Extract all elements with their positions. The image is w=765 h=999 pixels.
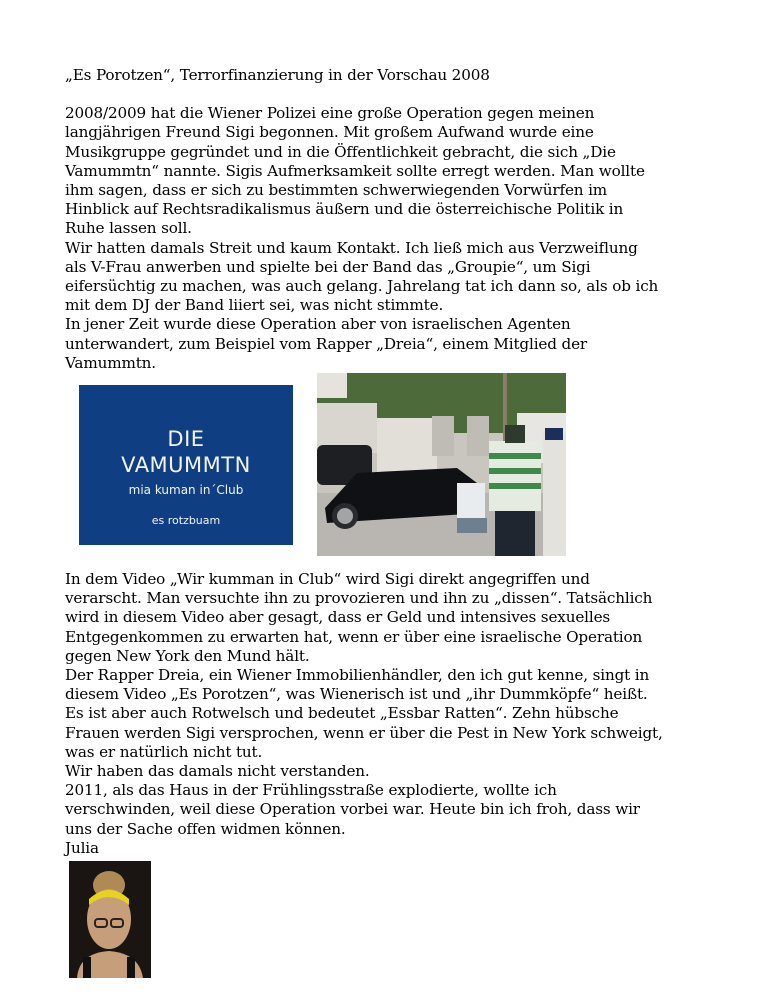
text-line: 2011, als das Haus in der Frühlingsstraße explodierte, wollte ich [65,781,557,800]
text-line: ihm sagen, dass er sich zu bestimmten schwerwiegenden Vorwürfen im [65,181,608,200]
band-logo-image [79,385,293,545]
text-line: Musikgruppe gegründet und in die Öffentlichkeit gebracht, die sich „Die [65,142,616,161]
author-portrait-image [69,861,151,978]
text-line: 2008/2009 hat die Wiener Polizei eine große Operation gegen meinen [65,104,595,123]
document-page [65,66,735,858]
text-line: In dem Video „Wir kumman in Club“ wird Sigi direkt angegriffen und [65,570,590,589]
text-line: verschwinden, weil diese Operation vorbei war. Heute bin ich froh, dass wir [65,800,640,819]
text-line: uns der Sache offen widmen können. [65,819,346,838]
text-line: Ruhe lassen soll. [65,219,192,238]
text-line: unterwandert, zum Beispiel vom Rapper „Dreia“, einem Mitglied der [65,334,588,353]
text-line: gegen New York den Mund hält. [65,646,310,665]
logo-line-subtitle: mia kuman in´Club [128,483,244,498]
band-video-still-image [317,373,566,556]
signature-name: Julia [65,838,99,857]
text-line: Der Rapper Dreia, ein Wiener Immobilienhändler, den ich gut kenne, singt in [65,666,650,685]
paragraph-section-1 [65,104,735,373]
text-line: wird in diesem Video aber gesagt, dass er Geld und intensives sexuelles [65,608,611,627]
text-line: Es ist aber auch Rotwelsch und bedeutet „Essbar Ratten“. Zehn hübsche [65,704,619,723]
paragraph-section-2 [65,570,735,858]
text-line: In jener Zeit wurde diese Operation aber von israelischen Agenten [65,315,571,334]
logo-line-rotzbuam: es rotzbuam [151,514,221,528]
logo-line-die: DIE [167,427,205,452]
text-line: diesem Video „Es Porotzen“, was Wienerisch ist und „ihr Dummköpfe“ heißt. [65,685,648,704]
text-line: als V-Frau anwerben und spielte bei der Band das „Groupie“, um Sigi [65,257,591,276]
logo-line-vamummtn: VAMUMMTN [121,453,251,478]
text-line: Vamummtn“ nannte. Sigis Aufmerksamkeit sollte erregt werden. Man wollte [65,161,645,180]
text-line: Frauen werden Sigi versprochen, wenn er über die Pest in New York schweigt, [65,723,663,742]
text-line: eifersüchtig zu machen, was auch gelang. Jahrelang tat ich dann so, als ob ich [65,277,659,296]
text-line: was er natürlich nicht tut. [65,742,263,761]
text-line: Wir hatten damals Streit und kaum Kontakt. Ich ließ mich aus Verzweiflung [65,238,638,257]
text-line: verarscht. Man versuchte ihn zu provozieren und ihn zu „dissen“. Tatsächlich [65,589,653,608]
text-line: Wir haben das damals nicht verstanden. [65,762,370,781]
document-title: „Es Porotzen“, Terrorfinanzierung in der Vorschau 2008 [65,66,490,84]
text-line: Vamummtn. [65,353,156,372]
portrait-illustration [69,861,151,978]
text-line: mit dem DJ der Band liiert sei, was nicht stimmte. [65,296,444,315]
text-line: Entgegenkommen zu erwarten hat, wenn er über eine israelische Operation [65,627,643,646]
text-line: langjährigen Freund Sigi begonnen. Mit großem Aufwand wurde eine [65,123,594,142]
text-line: Hinblick auf Rechtsradikalismus äußern und die österreichische Politik in [65,200,624,219]
video-still-illustration [317,373,566,556]
image-row [65,373,735,570]
